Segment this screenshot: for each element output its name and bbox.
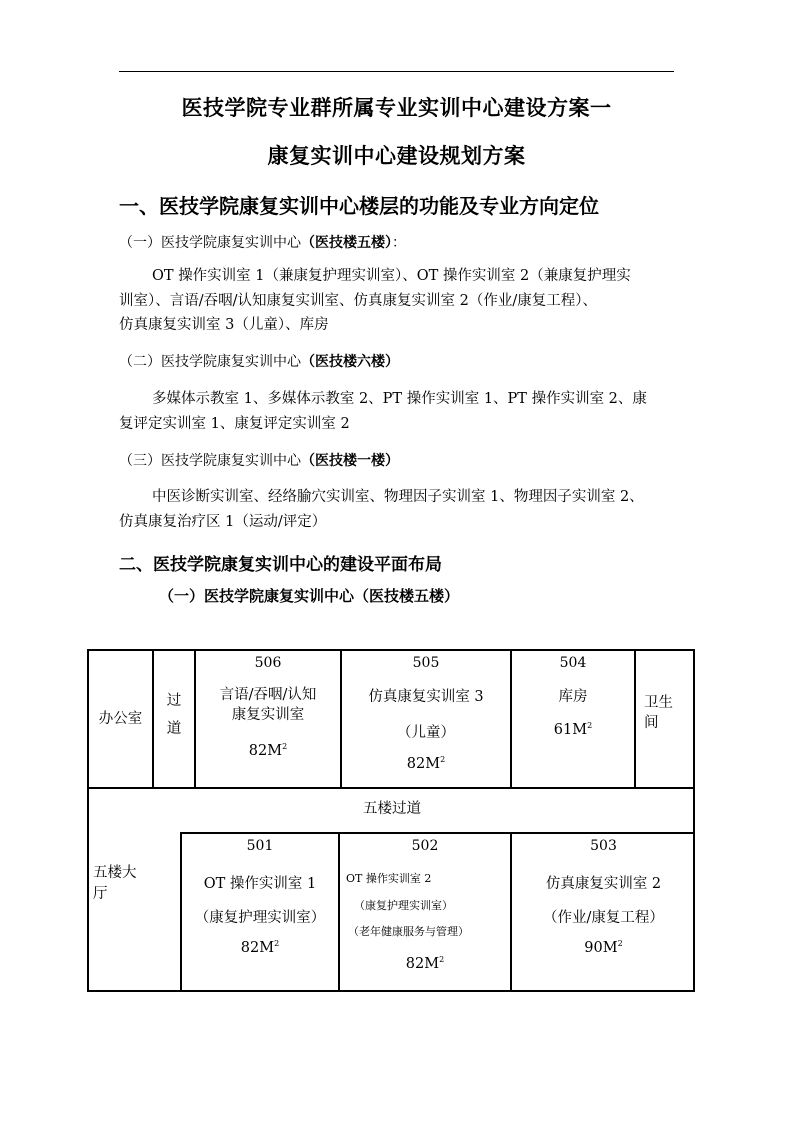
para2-line1: 多媒体示教室 1、多媒体示教室 2、PT 操作实训室 1、PT 操作实训室 2、康 (152, 391, 647, 407)
sub1-suffix: ： (392, 235, 406, 251)
room-502-number: 502 (411, 838, 439, 854)
para3-line2: 仿真康复治疗区 1（运动/评定） (119, 513, 327, 530)
room-501-name-1: OT 操作实训室 1 (203, 876, 317, 892)
corridor-label: 五楼过道 (363, 801, 421, 817)
top-row-bottom (194, 787, 695, 789)
office-label: 办公室 (98, 711, 143, 727)
room-501 (182, 834, 338, 992)
section1-heading: 一、医技学院康复实训中心楼层的功能及专业方向定位 (119, 194, 599, 218)
room-506-name-2: 康复实训室 (231, 707, 305, 723)
section1-sub3 (119, 450, 399, 470)
room-505 (342, 651, 510, 787)
room-505-area: $82M^2$ (406, 755, 446, 772)
sub1-bold: （医技楼五楼） (301, 235, 392, 251)
room-503-number: 503 (590, 838, 617, 854)
room-504 (512, 651, 634, 787)
room-505-number: 505 (412, 655, 440, 671)
sub2-bold: （医技楼六楼） (301, 354, 399, 370)
toilet-label-1: 卫生 (644, 695, 673, 711)
floor-plan (87, 649, 695, 992)
room-502-name-1: OT 操作实训室 2 (346, 872, 432, 885)
para2-line2: 复评定实训室 1、康复评定实训室 2 (119, 415, 350, 432)
para1-line1: OT 操作实训室 1（兼康复护理实训室）、OT 操作实训室 2（兼康复护理实 (152, 268, 631, 284)
section1-sub1 (119, 232, 406, 252)
section1-para3 (119, 485, 679, 534)
room-505-name-2: （儿童） (397, 725, 455, 741)
doc-title-line2: 康复实训中心建设规划方案 (267, 143, 526, 168)
section2-sub: （一）医技学院康复实训中心（医技楼五楼） (159, 587, 460, 605)
header-rule (119, 71, 674, 72)
room-503-name-1: 仿真康复实训室 2 (545, 876, 662, 892)
room-502-name-2: （康复护理实训室） (354, 899, 453, 912)
room-505-name-1: 仿真康复实训室 3 (368, 689, 484, 705)
passage-label-2: 道 (166, 721, 182, 737)
room-502-area: $82M^2$ (405, 955, 445, 972)
sub2-prefix: （二）医技学院康复实训中心 (119, 354, 301, 370)
room-502 (340, 834, 510, 992)
section2-heading: 二、医技学院康复实训中心的建设平面布局 (119, 555, 442, 575)
sub3-prefix: （三）医技学院康复实训中心 (119, 453, 301, 469)
toilet-label (636, 693, 684, 733)
room-501-area: $82M^2$ (240, 939, 280, 956)
para1-line3: 仿真康复实训室 3（儿童）、库房 (119, 317, 329, 333)
doc-title-line1: 医技学院专业群所属专业实训中心建设方案一 (181, 95, 612, 120)
room-503-name-2: （作业/康复工程） (543, 910, 664, 926)
room-504-area: $61M^2$ (553, 721, 593, 738)
room-503 (512, 834, 695, 992)
room-506-area: $82M^2$ (248, 742, 288, 759)
room-506-name-1: 言语/吞咽/认知 (219, 687, 317, 703)
section1-para2 (119, 387, 679, 436)
room-503-area: $90M^2$ (584, 939, 623, 956)
room-506-number: 506 (254, 655, 282, 671)
para1-line2: 训室）、言语/吞咽/认知康复实训室、仿真康复实训室 2（作业/康复工程）、 (119, 292, 597, 309)
hall-label-1: 五楼大 (93, 865, 137, 881)
sub1-prefix: （一）医技学院康复实训中心 (119, 235, 301, 251)
divider-step (152, 787, 196, 789)
hall-label (93, 863, 173, 905)
toilet-label-2: 间 (644, 715, 659, 731)
room-501-name-2: （康复护理实训室） (194, 910, 326, 926)
room-504-name: 库房 (558, 689, 588, 705)
passage-label (154, 687, 194, 743)
room-506 (196, 651, 340, 787)
room-501-number: 501 (246, 838, 274, 854)
room-504-number: 504 (559, 655, 587, 671)
passage-label-1: 过 (166, 693, 182, 709)
para3-line1: 中医诊断实训室、经络腧穴实训室、物理因子实训室 1、物理因子实训室 2、 (152, 489, 644, 505)
office-bottom (89, 787, 154, 789)
hall-label-2: 厅 (93, 886, 108, 902)
room-502-name-3: （老年健康服务与管理） (348, 925, 469, 938)
section1-para1 (119, 264, 679, 338)
sub3-bold: （医技楼一楼） (301, 453, 399, 469)
section1-sub2 (119, 351, 399, 371)
